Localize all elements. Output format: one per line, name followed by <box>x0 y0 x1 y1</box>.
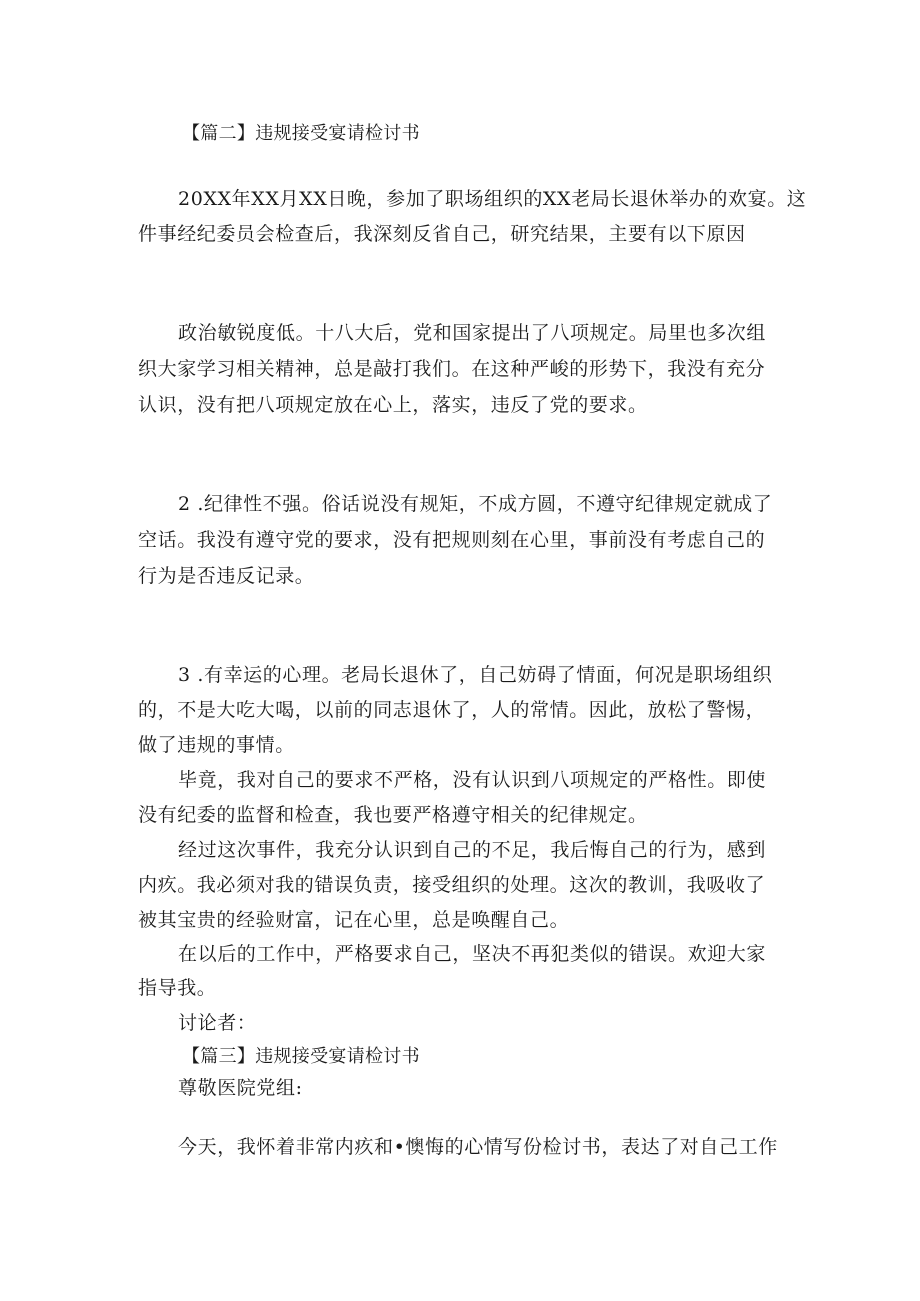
paragraph-line: 政治敏锐度低。十八大后，党和国家提出了八项规定。局里也多次组 <box>178 322 767 344</box>
paragraph-line: 内疚。我必须对我的错误负责，接受组织的处理。这次的教训，我吸收了 <box>138 874 766 896</box>
paragraph-line: 认识，没有把八项规定放在心上，落实，违反了党的要求。 <box>138 394 648 416</box>
paragraph-line: 件事经纪委员会检查后，我深刻反省自己，研究结果，主要有以下原因 <box>138 223 746 245</box>
paragraph-line: 空话。我没有遵守党的要求，没有把规则刻在心里，事前没有考虑自己的 <box>138 529 766 551</box>
paragraph-line: 毕竟，我对自己的要求不严格，没有认识到八项规定的严格性。即使 <box>178 769 767 791</box>
paragraph-line: 经过这次事件，我充分认识到自己的不足，我后悔自己的行为，感到 <box>178 839 767 861</box>
paragraph-line: 指导我。 <box>138 977 217 999</box>
paragraph-line: 今天，我怀着非常内疚和•懊悔的心情写份检讨书，表达了对自己工作 <box>178 1136 778 1158</box>
paragraph-line: 做了违规的事情。 <box>138 734 295 756</box>
section-title: 【篇三】违规接受宴请检讨书 <box>182 1046 420 1067</box>
paragraph-line: 的，不是大吃大喝，以前的同志退休了，人的常情。因此，放松了警惕， <box>138 699 766 721</box>
paragraph-line: 织大家学习相关精神，总是敲打我们。在这种严峻的形势下，我没有充分 <box>138 358 766 380</box>
paragraph-line: 没有纪委的监督和检查，我也要严格遵守相关的纪律规定。 <box>138 804 648 826</box>
paragraph-line: 2 .纪律性不强。俗话说没有规矩，不成方圆，不遵守纪律规定就成了 <box>178 493 773 515</box>
salutation: 尊敬医院党组: <box>178 1077 303 1099</box>
paragraph-line: 20XX年XX月XX日晚，参加了职场组织的XX老局长退休举办的欢宴。这 <box>178 188 807 210</box>
paragraph-line: 行为是否违反记录。 <box>138 565 315 587</box>
signature-label: 讨论者： <box>178 1012 257 1034</box>
paragraph-line: 在以后的工作中，严格要求自己，坚决不再犯类似的错误。欢迎大家 <box>178 943 767 965</box>
paragraph-line: 3 .有幸运的心理。老局长退休了，自己妨碍了情面，何况是职场组织 <box>178 664 773 686</box>
section-title: 【篇二】违规接受宴请检讨书 <box>182 123 420 144</box>
paragraph-line: 被其宝贵的经验财富，记在心里，总是唤醒自己。 <box>138 909 570 931</box>
